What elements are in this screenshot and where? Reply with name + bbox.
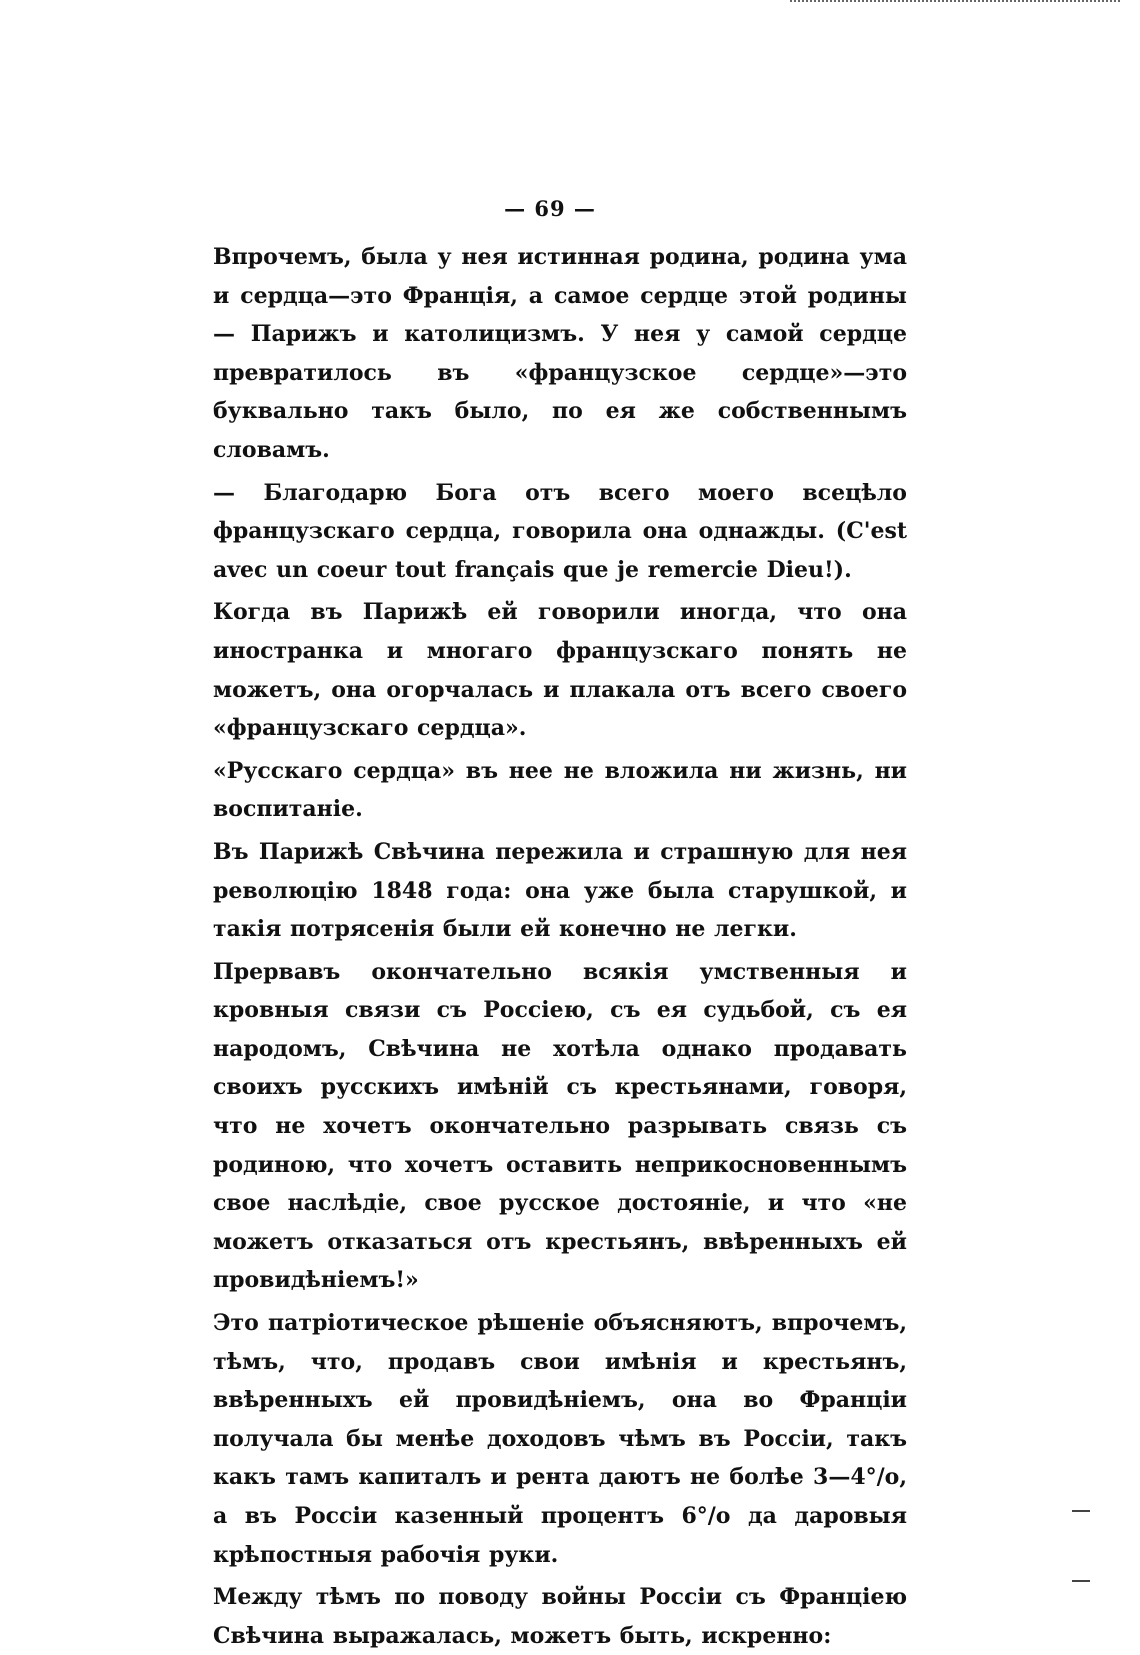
paragraph-6: Прервавъ окончательно всякiя умственныя и кровныя связи съ Россiею, съ ея судьбой, съ ея народомъ, Свѣчина не хотѣла однако продавать своихъ русскихъ имѣнiй съ крестьянами, говоря, что не хочетъ окончательно разрывать связь съ родиною, что хочетъ оставить неприкосновеннымъ свое наслѣдiе, свое русское достоянiе, и что «не можетъ отказаться отъ крестьянъ, ввѣренныхъ ей провидѣнiемъ!»	[213, 958, 907, 1294]
top-edge-mark	[790, 0, 1120, 6]
paragraph-7: Это патрiотическое рѣшенiе объясняютъ, впрочемъ, тѣмъ, что, продавъ свои имѣнiя и крестьянъ, ввѣренныхъ ей провидѣнiемъ, она во Францiи получала бы менѣе доходовъ чѣмъ въ Россiи, такъ какъ тамъ капиталъ и рента даютъ не болѣе 3—4°/о, а въ Россiи казенный процентъ 6°/о да даровыя крѣпостныя рабочiя руки.	[213, 1310, 907, 1568]
paragraph-4: «Русскаго сердца» въ нее не вложила ни жизнь, ни воспитанiе.	[213, 757, 907, 823]
paragraph-3: Когда въ Парижѣ ей говорили иногда, что она иностранка и многаго французскаго понять не можетъ, она огорчалась и плакала отъ всего своего «французскаго сердца».	[213, 599, 907, 742]
margin-mark	[1072, 1580, 1090, 1582]
paragraph-2: — Благодарю Бога отъ всего моего всецѣло французскаго сердца, говорила она однажды. (C'est avec un coeur tout français que je remercie Dieu!).	[213, 479, 907, 583]
paragraph-1: Впрочемъ, была у нея истинная родина, родина ума и сердца—это Францiя, а самое сердце этой родины — Парижъ и католицизмъ. У нея у самой сердце превратилось въ «французское сердце»—это буквально такъ было, по ея же собственнымъ словамъ.	[213, 244, 907, 463]
paragraph-8: Между тѣмъ по поводу войны Россiи съ Францiею Свѣчина выражалась, можетъ быть, искренно:	[213, 1584, 907, 1649]
page-number: — 69 —	[504, 196, 596, 221]
margin-mark	[1072, 1510, 1090, 1512]
body-text	[213, 238, 907, 1655]
paragraph-5: Въ Парижѣ Свѣчина пережила и страшную для нея революцiю 1848 года: она уже была старушкой, и такiя потрясенiя были ей конечно не легки.	[213, 838, 907, 943]
